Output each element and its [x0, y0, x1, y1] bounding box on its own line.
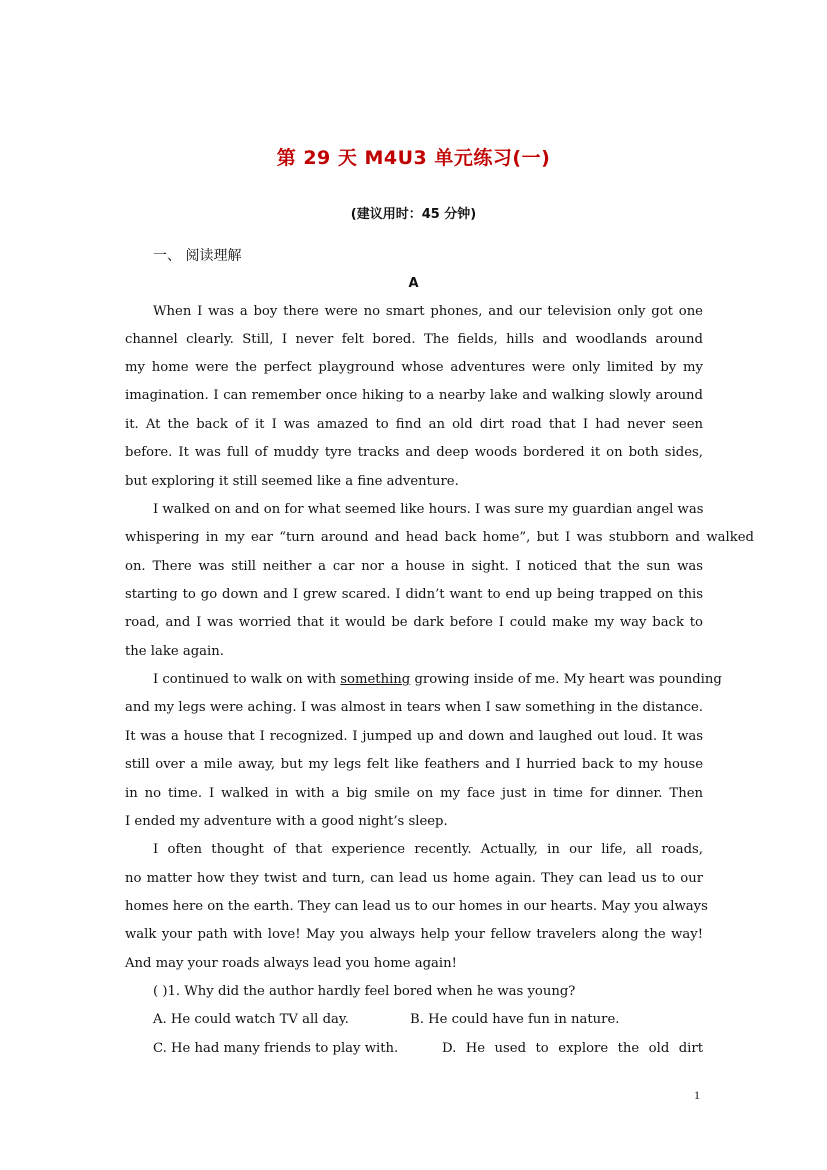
text-line: homes here on the earth. They can lead us to our homes in our hearts. May you always [125, 899, 708, 914]
question-1: ( )1. Why did the author hardly feel bored when he was young? [153, 984, 576, 999]
option-d: D. He used to explore the old dirt [442, 1041, 703, 1056]
text-line: no matter how they twist and turn, can lead us home again. They can lead us to our [125, 871, 703, 886]
text-line: I often thought of that experience recently. Actually, in our life, all roads, [153, 842, 703, 857]
text-line: in no time. I walked in with a big smile on my face just in time for dinner. Then [125, 786, 703, 801]
text-line: the lake again. [125, 644, 224, 659]
text-line: And may your roads always lead you home again! [125, 956, 457, 971]
text-line: but exploring it still seemed like a fine adventure. [125, 474, 459, 489]
option-a: A. He could watch TV all day. [153, 1012, 349, 1027]
underlined-word: something [340, 672, 411, 687]
text-line: still over a mile away, but my legs felt like feathers and I hurried back to my house [125, 757, 703, 772]
text-line: walk your path with love! May you always help your fellow travelers along the way! [125, 927, 703, 942]
text-line: and my legs were aching. I was almost in tears when I saw something in the distance. [125, 700, 703, 715]
text-line: I ended my adventure with a good night’s sleep. [125, 814, 448, 829]
text-line: it. At the back of it I was amazed to find an old dirt road that I had never seen [125, 417, 703, 432]
text-line [153, 671, 722, 689]
section-heading: 一、 阅读理解 [153, 248, 242, 264]
text-segment: I continued to walk on with [153, 672, 337, 687]
suggested-time: (建议用时：45 分钟) [350, 207, 477, 222]
text-line: my home were the perfect playground whose adventures were only limited by my [125, 360, 703, 375]
page-number: 1 [694, 1088, 700, 1102]
text-line: on. There was still neither a car nor a house in sight. I noticed that the sun was [125, 559, 703, 574]
page-title: 第 29 天 M4U3 单元练习(一) [276, 147, 551, 169]
text-line: channel clearly. Still, I never felt bored. The fields, hills and woodlands around [125, 332, 703, 347]
text-line: whispering in my ear “turn around and head back home”, but I was stubborn and walked [125, 530, 754, 545]
text-line: imagination. I can remember once hiking to a nearby lake and walking slowly around [125, 388, 703, 403]
text-line: before. It was full of muddy tyre tracks and deep woods bordered it on both sides, [125, 445, 703, 460]
text-line: It was a house that I recognized. I jumped up and down and laughed out loud. It was [125, 729, 703, 744]
text-line: starting to go down and I grew scared. I didn’t want to end up being trapped on this [125, 587, 703, 602]
text-line: road, and I was worried that it would be dark before I could make my way back to [125, 615, 703, 630]
text-segment: growing inside of me. My heart was pounding [414, 672, 722, 687]
text-line: I walked on and on for what seemed like hours. I was sure my guardian angel was [153, 502, 704, 517]
text-line: When I was a boy there were no smart phones, and our television only got one [153, 304, 703, 319]
passage-label: A [408, 276, 419, 291]
option-c: C. He had many friends to play with. [153, 1041, 399, 1056]
option-b: B. He could have fun in nature. [410, 1012, 620, 1027]
